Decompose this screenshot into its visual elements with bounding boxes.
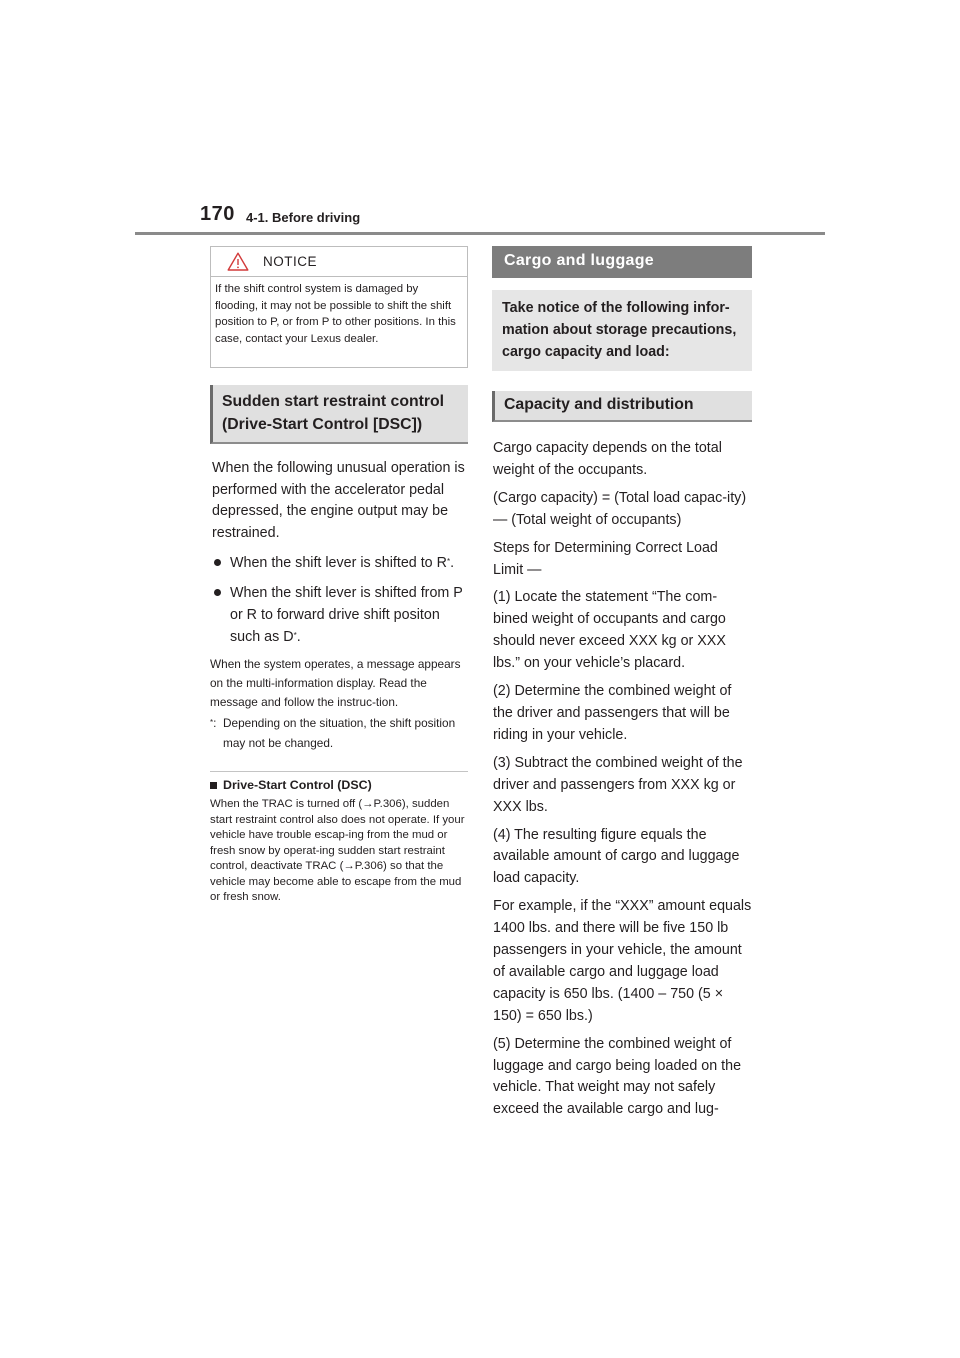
divider — [210, 771, 468, 772]
dsc-intro: When the following unusual operation is performed with the accelerator pedal depressed, the engine output may be restrained. — [212, 460, 465, 541]
cargo-section-title: Cargo and luggage — [492, 246, 752, 278]
paragraph: Cargo capacity depends on the total weight of the occupants. — [493, 440, 722, 478]
right-column — [492, 246, 752, 1121]
bullet-dot-icon — [214, 589, 221, 596]
notice-body: If the shift control system is damaged by flooding, it may not be possible to shift the shift position to P, or from P to other positions. In this case, contact your Lexus dealer. — [215, 283, 456, 345]
page-number: 170 — [200, 203, 235, 225]
bullet-text: When the shift lever is shifted from P or R to forward drive shift positon such as D*. — [230, 585, 463, 646]
capacity-subheading: Capacity and distribution — [492, 391, 752, 422]
left-column — [210, 246, 468, 906]
dsc-message-text: When the system operates, a message appears on the multi-information display. Read the message and follow the instruc-tion. — [210, 657, 461, 710]
dsc-section-title: Sudden start restraint control (Drive-Start Control [DSC]) — [210, 385, 468, 444]
notice-header — [211, 247, 467, 277]
footnote — [210, 714, 468, 753]
header-divider — [135, 232, 825, 235]
paragraph: (2) Determine the combined weight of the driver and passengers that will be riding in your vehicle. — [493, 683, 732, 743]
dsc-subheading: Drive-Start Control (DSC) — [210, 778, 468, 792]
bullet-item — [210, 552, 468, 574]
dsc-description: When the TRAC is turned off (→P.306), sudden start restraint control also does not operate. If your vehicle have trouble escap-ing from the mud or fresh snow by operat-ing sudden start restraint control, deactivate TRAC (→P.306) so that the vehicle may become able to escape from the mud or fresh snow. — [210, 798, 465, 904]
warning-triangle-icon — [227, 252, 249, 271]
bullet-text: When the shift lever is shifted to R*. — [230, 555, 455, 572]
section-title: 4-1. Before driving — [246, 210, 361, 225]
paragraph: (Cargo capacity) = (Total load capac-ity) — (Total weight of occupants) — [493, 489, 747, 528]
notice-box — [210, 246, 468, 368]
notice-title: NOTICE — [263, 254, 318, 269]
footnote-text: Depending on the situation, the shift position may not be changed. — [223, 716, 456, 750]
square-bullet-icon — [210, 782, 217, 789]
paragraph: (5) Determine the combined weight of luggage and cargo being loaded on the vehicle. That weight may not safely exceed the available cargo and lug- — [493, 1035, 742, 1118]
paragraph: Steps for Determining Correct Load Limit — — [493, 539, 718, 578]
bullet-item — [210, 582, 468, 648]
paragraph: For example, if the “XXX” amount equals 1400 lbs. and there will be five 150 lb passengers in your vehicle, the amount of available cargo and luggage load capacity is 650 lbs. (1400 – 750 (5 × 150) = 650 lbs.) — [493, 898, 752, 1024]
footnote-marker: *: — [210, 716, 217, 731]
bullet-dot-icon — [214, 559, 221, 566]
cargo-intro: Take notice of the following infor-mation about storage precautions, cargo capacity and load: — [492, 290, 752, 371]
paragraph: (1) Locate the statement “The com-bined weight of occupants and cargo should never exceed XXX kg or XXX lbs.” on your vehicle’s placard. — [493, 589, 726, 672]
paragraph: (3) Subtract the combined weight of the driver and passengers from XXX kg or XXX lbs. — [493, 754, 743, 815]
paragraph: (4) The resulting figure equals the available amount of cargo and luggage load capacity. — [493, 826, 740, 887]
